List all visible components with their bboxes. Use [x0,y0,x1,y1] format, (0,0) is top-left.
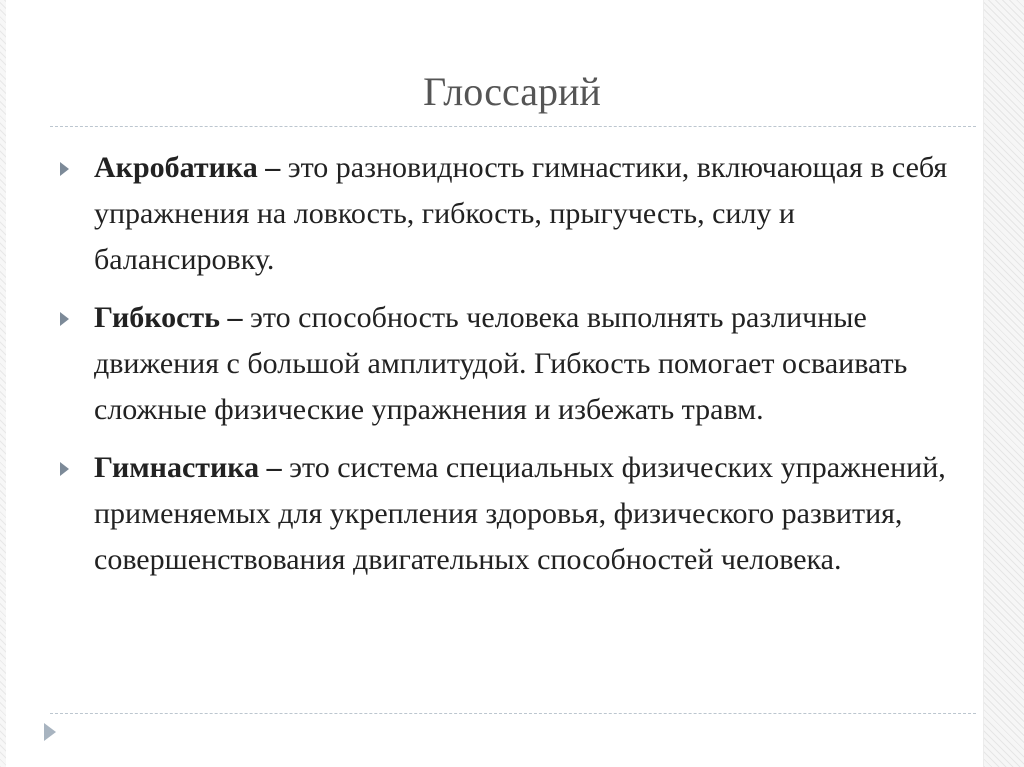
glossary-term: Акробатика – [94,151,281,184]
glossary-term: Гимнастика – [94,451,282,484]
triangle-bullet-icon [60,312,69,326]
title-divider [50,126,976,127]
glossary-list [56,145,976,595]
glossary-item [56,145,976,283]
glossary-item [56,295,976,433]
glossary-item [56,445,976,583]
glossary-definition: это система специальных физических упражнений, применяемых для укрепления здоровья, физического развития, совершенствования двигательных способностей человека. [94,451,946,576]
triangle-footer-icon [44,723,56,741]
glossary-term: Гибкость – [94,301,243,334]
triangle-bullet-icon [60,462,69,476]
glossary-definition: это разновидность гимнастики, включающая в себя упражнения на ловкость, гибкость, прыгучесть, силу и балансировку. [94,151,948,276]
triangle-bullet-icon [60,162,69,176]
glossary-definition: это способность человека выполнять различные движения с большой амплитудой. Гибкость помогает осваивать сложные физические упражнения и избежать травм. [94,301,908,426]
footer-divider [50,713,976,714]
slide-title: Глоссарий [423,69,601,114]
